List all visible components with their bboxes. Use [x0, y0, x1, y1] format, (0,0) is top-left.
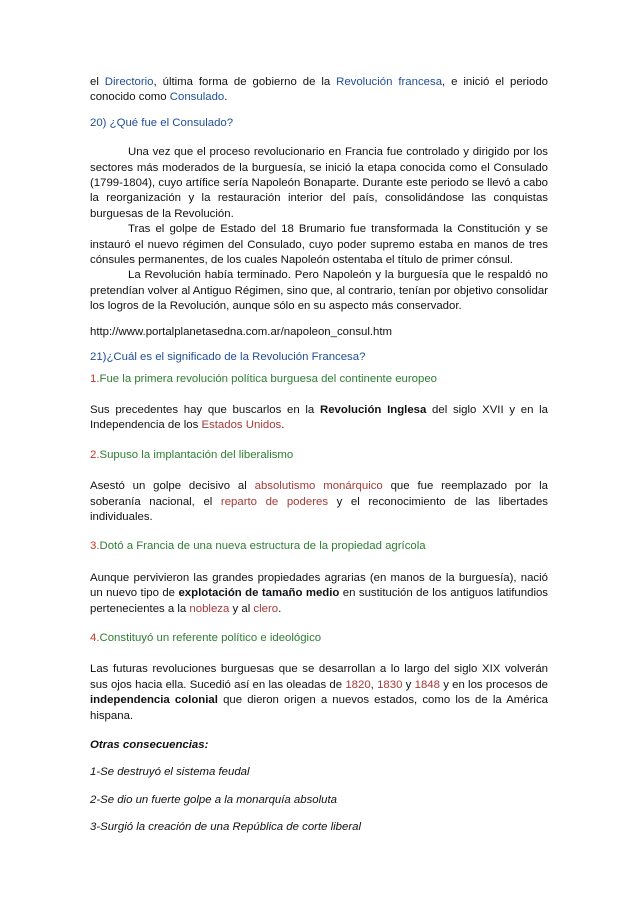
link-revolucion-francesa[interactable]: Revolución francesa — [336, 76, 443, 88]
link-1830[interactable]: 1830 — [377, 678, 403, 691]
intro-paragraph: el Directorio, última forma de gobierno de la Revolución francesa, e inició el periodo conocido como Consulado. — [90, 76, 548, 104]
document-body — [90, 75, 548, 836]
link-estados-unidos[interactable]: Estados Unidos — [201, 419, 282, 432]
section-3-heading — [90, 539, 548, 554]
section-1-title: Fue la primera revolución política burguesa del continente europeo — [99, 372, 437, 385]
bold-independencia-colonial: independencia colonial — [90, 694, 218, 707]
q20-answer-paragraph-1: Una vez que el proceso revolucionario en Francia fue controlado y dirigido por los sectores más moderados de la burguesía, se inició la etapa conocida como el Consulado (1799-1804), cuyo artífice sería Napoleón Bonaparte. Durante este periodo se llevó a cabo la reorganización y la restauración interior del país, consolidándose las conquistas burguesas de la Revolución. — [90, 146, 548, 220]
link-consulado[interactable]: Consulado — [169, 91, 225, 104]
section-1-number: 1. — [90, 372, 100, 385]
consequence-item-3: 3-Surgió la creación de una República de corte liberal — [90, 821, 362, 834]
source-url[interactable]: http://www.portalplanetasedna.com.ar/napoleon_consul.htm — [90, 325, 393, 338]
section-2-heading — [90, 448, 548, 463]
section-2-number: 2. — [90, 448, 100, 461]
section-4-heading — [90, 631, 548, 646]
link-1848[interactable]: 1848 — [414, 678, 440, 691]
question-20: 20) ¿Qué fue el Consulado? — [90, 116, 234, 129]
section-2-body: Asestó un golpe decisivo al absolutismo monárquico que fue reemplazado por la soberanía nacional, el reparto de poderes y el reconocimiento de las libertades individuales. — [90, 480, 548, 523]
section-4-body: Las futuras revoluciones burguesas que se desarrollan a lo largo del siglo XIX volverán sus ojos hacia ella. Sucedió así en las oleadas de 1820, 1830 y 1848 y en los procesos de independencia colonial que dieron origen a nuevos estados, como los de la América hispana. — [90, 663, 548, 722]
bold-revolucion-inglesa: Revolución Inglesa — [319, 403, 427, 416]
section-3-body: Aunque pervivieron las grandes propiedades agrarias (en manos de la burguesía), nació un nuevo tipo de explotación de tamaño medio en sustitución de los antiguos latifundios pertenecientes a la nobleza y al clero. — [90, 571, 549, 615]
link-reparto-de-poderes[interactable]: reparto de poderes — [220, 495, 329, 508]
link-absolutismo-monarquico[interactable]: absolutismo monárquico — [254, 480, 383, 493]
question-21: 21)¿Cuál es el significado de la Revolución Francesa? — [90, 351, 366, 364]
link-directorio[interactable]: Directorio — [104, 76, 154, 88]
q20-answer-paragraph-2: Tras el golpe de Estado del 18 Brumario fue transformada la Constitución y se instauró el nuevo régimen del Consulado, cuyo poder supremo estaba en manos de tres cónsules permanentes, de los cuales Napoleón ostentaba el título de primer cónsul. — [90, 223, 548, 267]
section-4-title: Constituyó un referente político e ideológico — [99, 631, 322, 644]
link-nobleza[interactable]: nobleza — [189, 602, 230, 615]
other-consequences-heading: Otras consecuencias: — [90, 739, 209, 751]
section-1-heading — [90, 372, 548, 387]
link-1820[interactable]: 1820 — [345, 678, 371, 691]
consequence-item-2: 2-Se dio un fuerte golpe a la monarquía absoluta — [90, 793, 337, 806]
section-4-number: 4. — [90, 631, 100, 644]
bold-explotacion-tamano-medio: explotación de tamaño medio — [178, 587, 340, 600]
section-2-title: Supuso la implantación del liberalismo — [99, 448, 294, 461]
q20-answer-paragraph-3: La Revolución había terminado. Pero Napoleón y la burguesía que le respaldó no pretendían volver al Antiguo Régimen, sino que, al contrario, tenían por objetivo consolidar los logros de la Revolución, aunque sólo en su aspecto más conservador. — [90, 269, 548, 313]
section-3-title: Dotó a Francia de una nueva estructura de la propiedad agrícola — [99, 540, 426, 553]
link-clero[interactable]: clero — [253, 602, 279, 615]
consequence-item-1: 1-Se destruyó el sistema feudal — [90, 766, 250, 779]
section-3-number: 3. — [90, 540, 100, 553]
section-1-body: Sus precedentes hay que buscarlos en la Revolución Inglesa del siglo XVII y en la Independencia de los Estados Unidos. — [90, 403, 548, 432]
